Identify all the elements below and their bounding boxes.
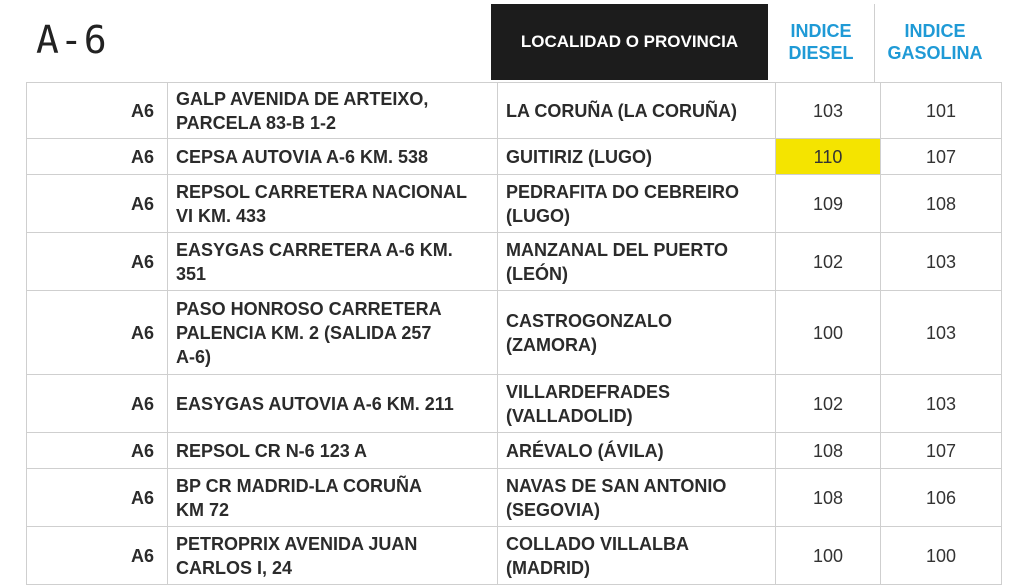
road-cell: A6 xyxy=(27,433,168,469)
diesel-index-cell: 110 xyxy=(776,139,881,175)
station-line: EASYGAS CARRETERA A-6 KM. xyxy=(176,239,453,260)
locality-cell xyxy=(498,469,776,527)
road-cell: A6 xyxy=(27,233,168,291)
diesel-index-cell: 108 xyxy=(776,433,881,469)
station-cell xyxy=(168,291,498,375)
diesel-index-cell: 102 xyxy=(776,375,881,433)
table-row xyxy=(27,175,1002,233)
table-row xyxy=(27,233,1002,291)
diesel-index-cell: 108 xyxy=(776,469,881,527)
locality-line: COLLADO VILLALBA xyxy=(506,533,689,554)
station-line: CARLOS I, 24 xyxy=(176,557,293,578)
station-line: REPSOL CR N-6 123 A xyxy=(176,440,368,461)
table-row xyxy=(27,291,1002,375)
locality-line: (ZAMORA) xyxy=(506,334,597,355)
header-gasolina xyxy=(875,20,995,64)
diesel-index-cell: 100 xyxy=(776,527,881,585)
table-row xyxy=(27,375,1002,433)
table-row xyxy=(27,139,1002,175)
locality-cell xyxy=(498,175,776,233)
road-cell: A6 xyxy=(27,527,168,585)
station-line: REPSOL CARRETERA NACIONAL xyxy=(176,181,468,202)
gasolina-index-cell: 107 xyxy=(881,433,1002,469)
table-row xyxy=(27,469,1002,527)
locality-line: LA CORUÑA (LA CORUÑA) xyxy=(506,100,737,121)
table-row xyxy=(27,83,1002,139)
header-locality: LOCALIDAD O PROVINCIA xyxy=(491,4,768,80)
gasolina-index-cell: 106 xyxy=(881,469,1002,527)
station-line: PASO HONROSO CARRETERA xyxy=(176,298,442,319)
locality-line: (LEÓN) xyxy=(506,263,568,284)
road-cell: A6 xyxy=(27,469,168,527)
station-line: A-6) xyxy=(176,346,211,367)
station-cell xyxy=(168,469,498,527)
locality-cell xyxy=(498,375,776,433)
locality-cell xyxy=(498,433,776,469)
locality-line: PEDRAFITA DO CEBREIRO xyxy=(506,181,740,202)
road-cell: A6 xyxy=(27,175,168,233)
header-diesel xyxy=(778,20,864,64)
station-cell xyxy=(168,83,498,139)
gasolina-index-cell: 101 xyxy=(881,83,1002,139)
page-title: A-6 xyxy=(36,18,108,62)
diesel-index-cell: 100 xyxy=(776,291,881,375)
locality-cell xyxy=(498,291,776,375)
locality-line: NAVAS DE SAN ANTONIO xyxy=(506,475,727,496)
header-divider xyxy=(874,4,875,82)
header-gasolina-line1: INDICE xyxy=(904,21,966,41)
gasolina-index-cell: 108 xyxy=(881,175,1002,233)
table-body xyxy=(27,83,1002,585)
locality-cell xyxy=(498,83,776,139)
fuel-price-table xyxy=(26,82,1002,585)
station-cell xyxy=(168,433,498,469)
station-line: EASYGAS AUTOVIA A-6 KM. 211 xyxy=(176,393,454,414)
station-line: BP CR MADRID-LA CORUÑA xyxy=(176,475,422,496)
gasolina-index-cell: 100 xyxy=(881,527,1002,585)
station-line: PETROPRIX AVENIDA JUAN xyxy=(176,533,418,554)
diesel-index-cell: 109 xyxy=(776,175,881,233)
header-diesel-line2: DIESEL xyxy=(788,43,854,63)
diesel-index-cell: 103 xyxy=(776,83,881,139)
station-cell xyxy=(168,139,498,175)
road-cell: A6 xyxy=(27,83,168,139)
locality-cell xyxy=(498,233,776,291)
station-line: PARCELA 83-B 1-2 xyxy=(176,112,337,133)
locality-line: (MADRID) xyxy=(506,557,590,578)
locality-line: CASTROGONZALO xyxy=(506,310,672,331)
road-cell: A6 xyxy=(27,375,168,433)
table-row xyxy=(27,433,1002,469)
locality-line: (LUGO) xyxy=(506,205,570,226)
station-cell xyxy=(168,375,498,433)
gasolina-index-cell: 107 xyxy=(881,139,1002,175)
road-cell: A6 xyxy=(27,139,168,175)
gasolina-index-cell: 103 xyxy=(881,375,1002,433)
header-gasolina-line2: GASOLINA xyxy=(887,43,983,63)
gasolina-index-cell: 103 xyxy=(881,233,1002,291)
station-line: GALP AVENIDA DE ARTEIXO, xyxy=(176,88,429,109)
locality-line: (VALLADOLID) xyxy=(506,405,633,426)
locality-cell xyxy=(498,139,776,175)
locality-line: VILLARDEFRADES xyxy=(506,381,671,402)
gasolina-index-cell: 103 xyxy=(881,291,1002,375)
header-diesel-line1: INDICE xyxy=(790,21,852,41)
station-line: CEPSA AUTOVIA A-6 KM. 538 xyxy=(176,146,429,167)
locality-line: ARÉVALO (ÁVILA) xyxy=(506,440,664,461)
locality-line: MANZANAL DEL PUERTO xyxy=(506,239,729,260)
station-line: PALENCIA KM. 2 (SALIDA 257 xyxy=(176,322,432,343)
station-line: KM 72 xyxy=(176,499,230,520)
locality-line: (SEGOVIA) xyxy=(506,499,601,520)
locality-line: GUITIRIZ (LUGO) xyxy=(506,146,652,167)
station-line: VI KM. 433 xyxy=(176,205,267,226)
road-cell: A6 xyxy=(27,291,168,375)
station-line: 351 xyxy=(176,263,207,284)
diesel-index-cell: 102 xyxy=(776,233,881,291)
station-cell xyxy=(168,175,498,233)
station-cell xyxy=(168,233,498,291)
